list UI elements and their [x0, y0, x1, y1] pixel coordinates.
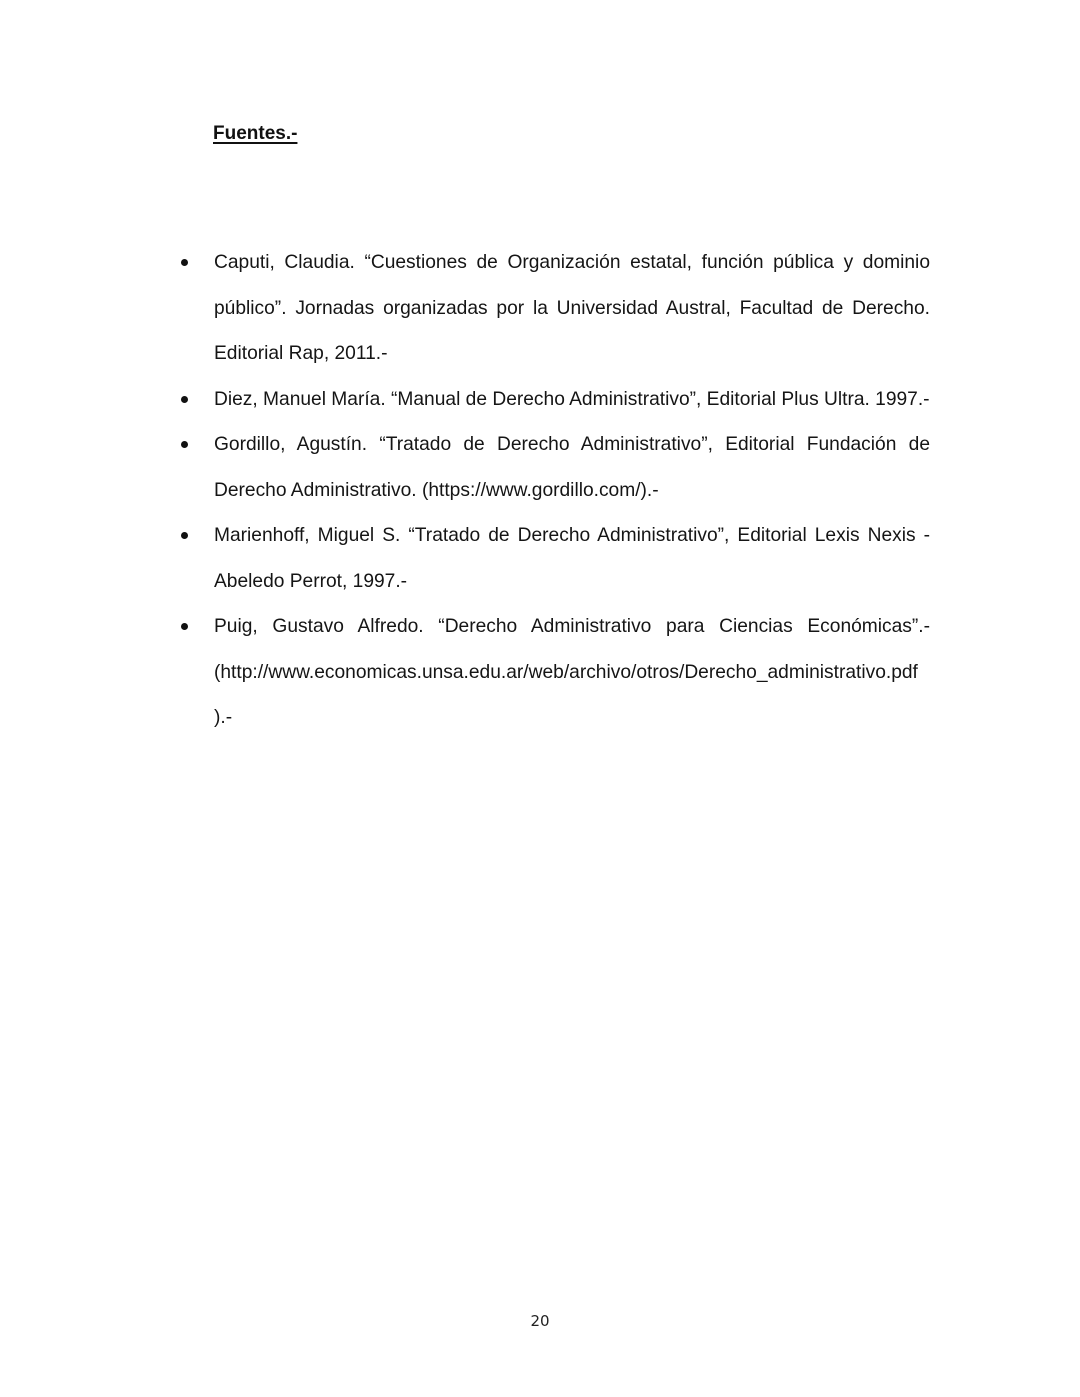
reference-item	[214, 422, 930, 513]
reference-text: Puig, Gustavo Alfredo. “Derecho Administrativo para Ciencias Económicas”.- (http://www.economicas.unsa.edu.ar/web/archivo/otros/Derecho_administrativo.pdf ).-	[214, 616, 930, 728]
reference-text: Gordillo, Agustín. “Tratado de Derecho Administrativo”, Editorial Fundación de Derecho Administrativo. (https://www.gordillo.com/).-	[214, 434, 930, 501]
reference-text: Diez, Manuel María. “Manual de Derecho Administrativo”, Editorial Plus Ultra. 1997.-	[214, 388, 930, 410]
bullet-icon	[181, 623, 188, 630]
reference-item	[214, 604, 930, 741]
section-heading: Fuentes.-	[213, 123, 298, 144]
reference-item	[214, 240, 930, 377]
reference-text: Caputi, Claudia. “Cuestiones de Organización estatal, función pública y dominio público”. Jornadas organizadas por la Universidad Austral, Facultad de Derecho. Editorial Rap, 2011.-	[214, 252, 930, 364]
references-list	[214, 240, 930, 741]
bullet-icon	[181, 259, 188, 266]
reference-item	[214, 513, 930, 604]
bullet-icon	[181, 396, 188, 403]
reference-item	[214, 377, 930, 423]
reference-text: Marienhoff, Miguel S. “Tratado de Derecho Administrativo”, Editorial Lexis Nexis - Abeledo Perrot, 1997.-	[214, 525, 930, 592]
page-number: 20	[530, 1312, 550, 1330]
bullet-icon	[181, 532, 188, 539]
bullet-icon	[181, 441, 188, 448]
